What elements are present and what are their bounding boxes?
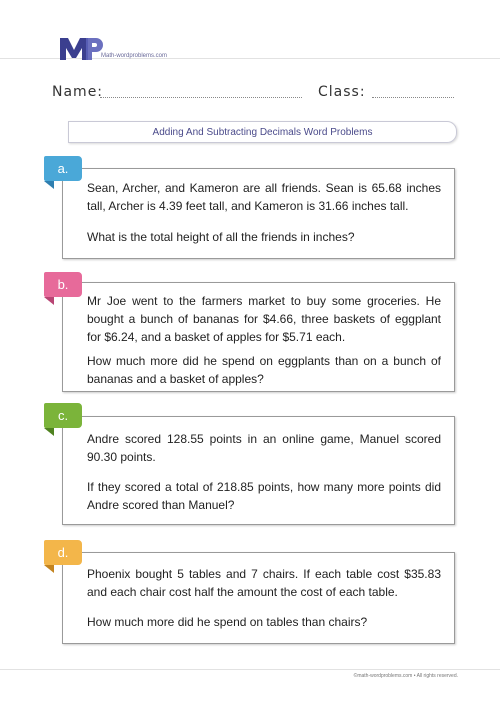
tag-fold-d bbox=[44, 565, 54, 573]
question-box-a bbox=[62, 168, 455, 259]
question-tag-d: d. bbox=[44, 540, 82, 565]
name-field-line[interactable] bbox=[100, 97, 302, 98]
question-a-ask: What is the total height of all the friends in inches? bbox=[87, 230, 355, 244]
brand-site: Math-wordproblems.com bbox=[101, 53, 168, 59]
question-d-ask: How much more did he spend on tables than chairs? bbox=[87, 615, 368, 629]
question-d-text: Phoenix bought 5 tables and 7 chairs. If each table cost $35.83 and each chair cost half the amount the cost of each table. bbox=[87, 567, 441, 599]
name-label: Name: bbox=[52, 84, 104, 100]
question-box-b bbox=[62, 282, 455, 392]
worksheet-title: Adding And Subtracting Decimals Word Problems bbox=[68, 121, 457, 143]
class-field-line[interactable] bbox=[372, 97, 454, 98]
copyright-footer: ©math-wordproblems.com • All rights reserved. bbox=[353, 673, 458, 679]
question-b-ask: How much more did he spend on eggplants than on a bunch of bananas and a basket of apples? bbox=[87, 354, 441, 386]
tag-fold-c bbox=[44, 428, 54, 436]
question-tag-b: b. bbox=[44, 272, 82, 297]
tag-fold-a bbox=[44, 181, 54, 189]
question-tag-a: a. bbox=[44, 156, 82, 181]
mp-logo-icon bbox=[60, 36, 104, 60]
question-tag-c: c. bbox=[44, 403, 82, 428]
question-c-text: Andre scored 128.55 points in an online game, Manuel scored 90.30 points. bbox=[87, 432, 441, 464]
question-a-text: Sean, Archer, and Kameron are all friends. Sean is 65.68 inches tall, Archer is 4.39 feet tall, and Kameron is 31.66 inches tall. bbox=[87, 181, 441, 213]
question-b-text: Mr Joe went to the farmers market to buy some groceries. He bought a bunch of bananas for $4.66, three baskets of eggplant for $6.24, and a basket of apples for $5.71 each. bbox=[87, 294, 441, 344]
footer-divider bbox=[0, 669, 500, 670]
tag-fold-b bbox=[44, 297, 54, 305]
class-label: Class: bbox=[318, 84, 366, 100]
question-c-ask: If they scored a total of 218.85 points, how many more points did Andre scored than Manuel? bbox=[87, 480, 441, 512]
question-box-c bbox=[62, 416, 455, 525]
question-box-d bbox=[62, 552, 455, 644]
